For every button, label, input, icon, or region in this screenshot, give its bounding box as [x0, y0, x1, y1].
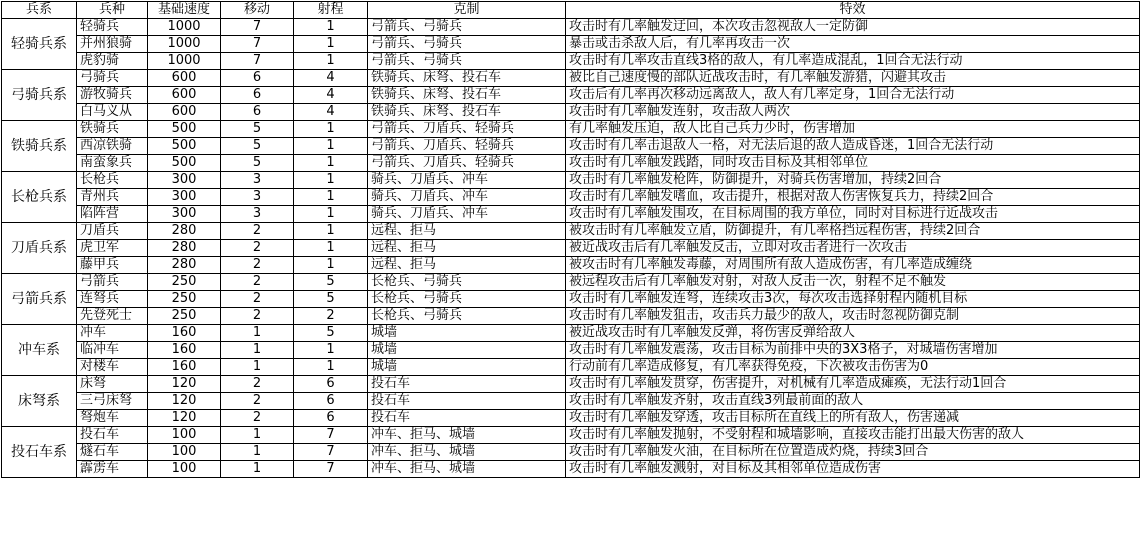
speed-cell: 280: [148, 257, 221, 274]
header-speed: 基础速度: [148, 2, 221, 19]
range-cell: 1: [294, 240, 368, 257]
table-row: [2, 257, 1140, 274]
system-cell: 床弩系: [2, 376, 77, 427]
speed-cell: 250: [148, 291, 221, 308]
unit-name-cell: 游牧骑兵: [77, 87, 148, 104]
speed-cell: 100: [148, 427, 221, 444]
table-row: [2, 376, 1140, 393]
table-row: [2, 223, 1140, 240]
counter-cell: 长枪兵、弓骑兵: [368, 308, 566, 325]
range-cell: 1: [294, 257, 368, 274]
header-system: 兵系: [2, 2, 77, 19]
table-row: [2, 172, 1140, 189]
effect-cell: 行动前有几率造成修复，有几率获得免疫，下次被攻击伤害为0: [566, 359, 1140, 376]
range-cell: 1: [294, 53, 368, 70]
speed-cell: 250: [148, 308, 221, 325]
effect-cell: 被攻击时有几率触发毒藤，对周围所有敌人造成伤害，有几率造成缠绕: [566, 257, 1140, 274]
range-cell: 6: [294, 410, 368, 427]
move-cell: 7: [221, 36, 294, 53]
speed-cell: 500: [148, 121, 221, 138]
table-row: [2, 427, 1140, 444]
range-cell: 1: [294, 342, 368, 359]
header-row: [2, 2, 1140, 19]
table-row: [2, 206, 1140, 223]
counter-cell: 冲车、拒马、城墙: [368, 444, 566, 461]
speed-cell: 280: [148, 240, 221, 257]
move-cell: 1: [221, 461, 294, 478]
effect-cell: 攻击时有几率攻击直线3格的敌人，有几率造成混乱，1回合无法行动: [566, 53, 1140, 70]
unit-name-cell: 三弓床弩: [77, 393, 148, 410]
move-cell: 2: [221, 223, 294, 240]
table-row: [2, 444, 1140, 461]
unit-name-cell: 虎豹骑: [77, 53, 148, 70]
move-cell: 2: [221, 410, 294, 427]
range-cell: 1: [294, 189, 368, 206]
move-cell: 2: [221, 393, 294, 410]
speed-cell: 500: [148, 138, 221, 155]
range-cell: 5: [294, 274, 368, 291]
range-cell: 4: [294, 87, 368, 104]
table-row: [2, 240, 1140, 257]
counter-cell: 远程、拒马: [368, 240, 566, 257]
speed-cell: 600: [148, 104, 221, 121]
counter-cell: 骑兵、刀盾兵、冲车: [368, 189, 566, 206]
unit-name-cell: 床弩: [77, 376, 148, 393]
header-move: 移动: [221, 2, 294, 19]
effect-cell: 被攻击时有几率触发立盾，防御提升，有几率格挡远程伤害，持续2回合: [566, 223, 1140, 240]
system-cell: 弓箭兵系: [2, 274, 77, 325]
speed-cell: 600: [148, 87, 221, 104]
effect-cell: 攻击时有几率触发践踏，同时攻击目标及其相邻单位: [566, 155, 1140, 172]
effect-cell: 被比自己速度慢的部队近战攻击时，有几率触发游猎，闪避其攻击: [566, 70, 1140, 87]
effect-cell: 攻击时有几率触发震荡，攻击目标为前排中央的3X3格子，对城墙伤害增加: [566, 342, 1140, 359]
move-cell: 7: [221, 53, 294, 70]
move-cell: 1: [221, 427, 294, 444]
system-cell: 弓骑兵系: [2, 70, 77, 121]
range-cell: 5: [294, 325, 368, 342]
system-cell: 刀盾兵系: [2, 223, 77, 274]
counter-cell: 城墙: [368, 325, 566, 342]
effect-cell: 攻击时有几率触发狙击，攻击兵力最少的敌人，攻击时忽视防御克制: [566, 308, 1140, 325]
effect-cell: 攻击时有几率触发穿透，攻击目标所在直线上的所有敌人，伤害递减: [566, 410, 1140, 427]
table-row: [2, 274, 1140, 291]
speed-cell: 280: [148, 223, 221, 240]
table-row: [2, 325, 1140, 342]
table-row: [2, 36, 1140, 53]
move-cell: 2: [221, 274, 294, 291]
effect-cell: 暴击或击杀敌人后，有几率再攻击一次: [566, 36, 1140, 53]
effect-cell: 被近战攻击时有几率触发反弹，将伤害反弹给敌人: [566, 325, 1140, 342]
unit-table: [1, 1, 1140, 478]
counter-cell: 长枪兵、弓骑兵: [368, 274, 566, 291]
table-row: [2, 155, 1140, 172]
unit-name-cell: 轻骑兵: [77, 19, 148, 36]
counter-cell: 投石车: [368, 376, 566, 393]
effect-cell: 攻击时有几率击退敌人一格，对无法后退的敌人造成昏迷，1回合无法行动: [566, 138, 1140, 155]
effect-cell: 攻击时有几率触发火油，在目标所在位置造成灼烧，持续3回合: [566, 444, 1140, 461]
unit-name-cell: 冲车: [77, 325, 148, 342]
system-cell: 冲车系: [2, 325, 77, 376]
counter-cell: 弓箭兵、弓骑兵: [368, 36, 566, 53]
counter-cell: 弓箭兵、弓骑兵: [368, 19, 566, 36]
move-cell: 1: [221, 325, 294, 342]
unit-name-cell: 虎卫军: [77, 240, 148, 257]
effect-cell: 攻击时有几率触发溅射，对目标及其相邻单位造成伤害: [566, 461, 1140, 478]
move-cell: 2: [221, 291, 294, 308]
speed-cell: 160: [148, 342, 221, 359]
unit-name-cell: 长枪兵: [77, 172, 148, 189]
table-row: [2, 461, 1140, 478]
table-row: [2, 138, 1140, 155]
effect-cell: 攻击时有几率触发嗜血，攻击提升，根据对敌人伤害恢复兵力，持续2回合: [566, 189, 1140, 206]
unit-name-cell: 弓箭兵: [77, 274, 148, 291]
unit-name-cell: 藤甲兵: [77, 257, 148, 274]
effect-cell: 有几率触发压迫，敌人比自己兵力少时，伤害增加: [566, 121, 1140, 138]
move-cell: 2: [221, 257, 294, 274]
effect-cell: 攻击时有几率触发迂回，本次攻击忽视敌人一定防御: [566, 19, 1140, 36]
speed-cell: 100: [148, 461, 221, 478]
move-cell: 3: [221, 206, 294, 223]
unit-name-cell: 陷阵营: [77, 206, 148, 223]
range-cell: 1: [294, 155, 368, 172]
counter-cell: 投石车: [368, 410, 566, 427]
move-cell: 2: [221, 240, 294, 257]
table-row: [2, 308, 1140, 325]
effect-cell: 攻击时有几率触发贯穿，伤害提升，对机械有几率造成瘫痪，无法行动1回合: [566, 376, 1140, 393]
move-cell: 3: [221, 189, 294, 206]
system-cell: 轻骑兵系: [2, 19, 77, 70]
counter-cell: 冲车、拒马、城墙: [368, 427, 566, 444]
table-row: [2, 70, 1140, 87]
move-cell: 5: [221, 138, 294, 155]
speed-cell: 1000: [148, 19, 221, 36]
speed-cell: 600: [148, 70, 221, 87]
speed-cell: 120: [148, 410, 221, 427]
speed-cell: 300: [148, 172, 221, 189]
counter-cell: 城墙: [368, 359, 566, 376]
move-cell: 6: [221, 104, 294, 121]
effect-cell: 攻击后有几率再次移动远离敌人，敌人有几率定身，1回合无法行动: [566, 87, 1140, 104]
range-cell: 6: [294, 393, 368, 410]
effect-cell: 攻击时有几率触发连弩，连续攻击3次，每次攻击选择射程内随机目标: [566, 291, 1140, 308]
header-unit: 兵种: [77, 2, 148, 19]
counter-cell: 骑兵、刀盾兵、冲车: [368, 206, 566, 223]
move-cell: 6: [221, 70, 294, 87]
unit-name-cell: 对楼车: [77, 359, 148, 376]
counter-cell: 铁骑兵、床弩、投石车: [368, 104, 566, 121]
header-effect: 特效: [566, 2, 1140, 19]
table-row: [2, 189, 1140, 206]
effect-cell: 攻击时有几率触发齐射，攻击直线3列最前面的敌人: [566, 393, 1140, 410]
system-cell: 长枪兵系: [2, 172, 77, 223]
table-body: [2, 19, 1140, 478]
range-cell: 1: [294, 138, 368, 155]
table-row: [2, 410, 1140, 427]
range-cell: 1: [294, 19, 368, 36]
counter-cell: 铁骑兵、床弩、投石车: [368, 70, 566, 87]
table-row: [2, 104, 1140, 121]
speed-cell: 300: [148, 189, 221, 206]
move-cell: 7: [221, 19, 294, 36]
move-cell: 1: [221, 342, 294, 359]
speed-cell: 300: [148, 206, 221, 223]
unit-name-cell: 西凉铁骑: [77, 138, 148, 155]
range-cell: 5: [294, 291, 368, 308]
speed-cell: 160: [148, 359, 221, 376]
speed-cell: 1000: [148, 53, 221, 70]
effect-cell: 攻击时有几率触发枪阵，防御提升，对骑兵伤害增加，持续2回合: [566, 172, 1140, 189]
table-row: [2, 342, 1140, 359]
table-row: [2, 393, 1140, 410]
move-cell: 2: [221, 308, 294, 325]
move-cell: 1: [221, 444, 294, 461]
move-cell: 2: [221, 376, 294, 393]
unit-name-cell: 青州兵: [77, 189, 148, 206]
speed-cell: 250: [148, 274, 221, 291]
counter-cell: 远程、拒马: [368, 257, 566, 274]
counter-cell: 城墙: [368, 342, 566, 359]
counter-cell: 投石车: [368, 393, 566, 410]
table-row: [2, 87, 1140, 104]
counter-cell: 铁骑兵、床弩、投石车: [368, 87, 566, 104]
unit-name-cell: 霹雳车: [77, 461, 148, 478]
header-counter: 克制: [368, 2, 566, 19]
unit-name-cell: 临冲车: [77, 342, 148, 359]
counter-cell: 弓箭兵、弓骑兵: [368, 53, 566, 70]
counter-cell: 冲车、拒马、城墙: [368, 461, 566, 478]
unit-name-cell: 连弩兵: [77, 291, 148, 308]
unit-name-cell: 燧石车: [77, 444, 148, 461]
counter-cell: 弓箭兵、刀盾兵、轻骑兵: [368, 155, 566, 172]
range-cell: 7: [294, 461, 368, 478]
range-cell: 1: [294, 36, 368, 53]
range-cell: 1: [294, 206, 368, 223]
table-row: [2, 291, 1140, 308]
move-cell: 1: [221, 359, 294, 376]
unit-name-cell: 投石车: [77, 427, 148, 444]
counter-cell: 骑兵、刀盾兵、冲车: [368, 172, 566, 189]
move-cell: 6: [221, 87, 294, 104]
counter-cell: 弓箭兵、刀盾兵、轻骑兵: [368, 138, 566, 155]
unit-name-cell: 铁骑兵: [77, 121, 148, 138]
table-row: [2, 121, 1140, 138]
range-cell: 1: [294, 121, 368, 138]
range-cell: 1: [294, 172, 368, 189]
table-row: [2, 359, 1140, 376]
range-cell: 4: [294, 70, 368, 87]
speed-cell: 120: [148, 393, 221, 410]
effect-cell: 攻击时有几率触发抛射，不受射程和城墙影响，直接攻击能打出最大伤害的敌人: [566, 427, 1140, 444]
range-cell: 1: [294, 223, 368, 240]
range-cell: 7: [294, 427, 368, 444]
speed-cell: 1000: [148, 36, 221, 53]
counter-cell: 远程、拒马: [368, 223, 566, 240]
unit-name-cell: 弩炮车: [77, 410, 148, 427]
range-cell: 4: [294, 104, 368, 121]
counter-cell: 长枪兵、弓骑兵: [368, 291, 566, 308]
move-cell: 5: [221, 155, 294, 172]
unit-name-cell: 并州狼骑: [77, 36, 148, 53]
speed-cell: 160: [148, 325, 221, 342]
speed-cell: 120: [148, 376, 221, 393]
table-row: [2, 53, 1140, 70]
effect-cell: 被近战攻击后有几率触发反击，立即对攻击者进行一次攻击: [566, 240, 1140, 257]
unit-name-cell: 南蛮象兵: [77, 155, 148, 172]
speed-cell: 100: [148, 444, 221, 461]
unit-name-cell: 先登死士: [77, 308, 148, 325]
table-row: [2, 19, 1140, 36]
counter-cell: 弓箭兵、刀盾兵、轻骑兵: [368, 121, 566, 138]
range-cell: 6: [294, 376, 368, 393]
range-cell: 1: [294, 359, 368, 376]
range-cell: 7: [294, 444, 368, 461]
move-cell: 3: [221, 172, 294, 189]
unit-name-cell: 弓骑兵: [77, 70, 148, 87]
move-cell: 5: [221, 121, 294, 138]
effect-cell: 攻击时有几率触发连射，攻击敌人两次: [566, 104, 1140, 121]
effect-cell: 被远程攻击后有几率触发对射，对敌人反击一次，射程不足不触发: [566, 274, 1140, 291]
speed-cell: 500: [148, 155, 221, 172]
header-range: 射程: [294, 2, 368, 19]
system-cell: 铁骑兵系: [2, 121, 77, 172]
unit-name-cell: 白马义从: [77, 104, 148, 121]
system-cell: 投石车系: [2, 427, 77, 478]
range-cell: 2: [294, 308, 368, 325]
unit-name-cell: 刀盾兵: [77, 223, 148, 240]
effect-cell: 攻击时有几率触发围攻，在目标周围的我方单位，同时对目标进行近战攻击: [566, 206, 1140, 223]
